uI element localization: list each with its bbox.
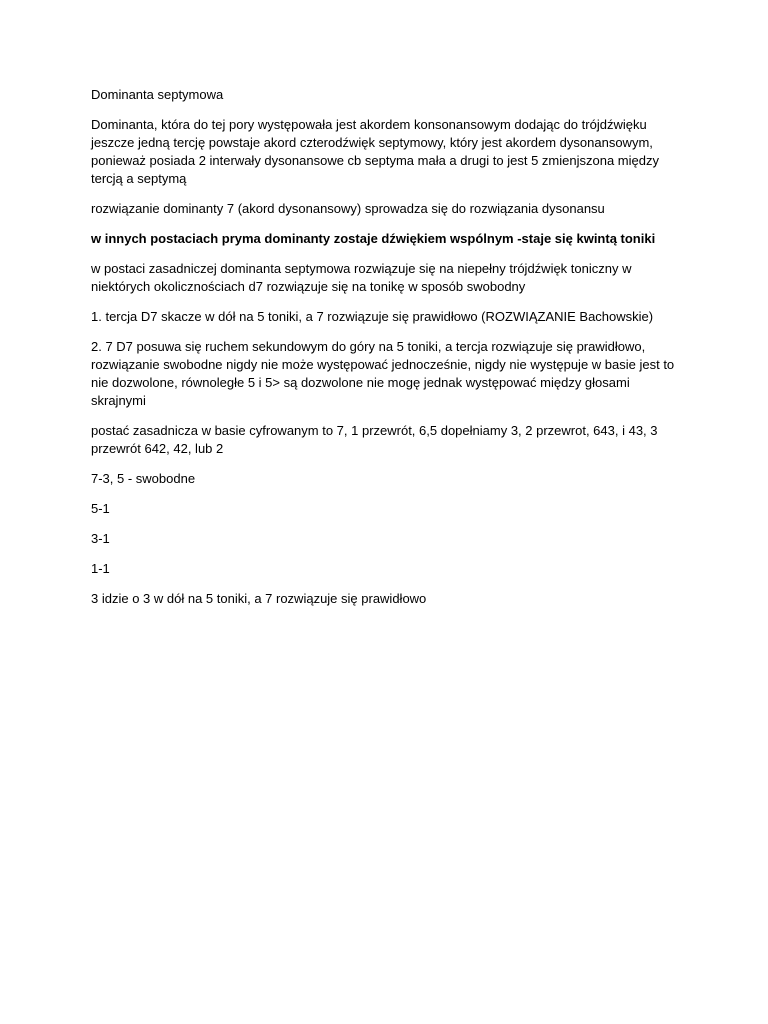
document-body [91, 86, 681, 620]
line-5-1: 5-1 [91, 501, 110, 516]
paragraph-root-position: w postaci zasadniczej dominanta septymowa rozwiązuje się na niepełny trójdźwięk toniczny w niektórych okolicznościach d7 rozwiązuje się na tonikę w sposób swobodny [91, 261, 632, 294]
document-title: Dominanta septymowa [91, 87, 224, 102]
paragraph-resolution: rozwiązanie dominanty 7 (akord dysonansowy) sprowadza się do rozwiązania dysonansu [91, 201, 605, 216]
paragraph-figured-bass: postać zasadnicza w basie cyfrowanym to 7, 1 przewrót, 6,5 dopełniamy 3, 2 przewrot, 643, i 43, 3 przewrót 642, 42, lub 2 [91, 423, 658, 456]
paragraph-final: 3 idzie o 3 w dół na 5 toniki, a 7 rozwiązuje się prawidłowo [91, 591, 427, 606]
paragraph-dominant-definition: Dominanta, która do tej pory występowała jest akordem konsonansowym dodając do trójdźwięku jeszcze jedną tercję powstaje akord czterodźwięk septymowy, który jest akordem dysonansowym, ponieważ posiada 2 interwały dysonansowe cb septyma mała a drugi to jest 5 zmienjszona między tercją a septymą [91, 117, 659, 186]
line-1-1: 1-1 [91, 561, 110, 576]
list-item-1: 1. tercja D7 skacze w dół na 5 toniki, a 7 rozwiązuje się prawidłowo (ROZWIĄZANIE Bachowskie) [91, 309, 654, 324]
list-item-2: 2. 7 D7 posuwa się ruchem sekundowym do góry na 5 toniki, a tercja rozwiązuje się prawidłowo, rozwiązanie swobodne nigdy nie może występować jednocześnie, nigdy nie występuje w basie jest to nie dozwolone, równoległe 5 i 5> są dozwolone nie mogę jednak występować między głosami skrajnymi [91, 339, 675, 408]
paragraph-other-inversions: w innych postaciach pryma dominanty zostaje dźwiękiem wspólnym -staje się kwintą toniki [91, 231, 656, 246]
line-3-1: 3-1 [91, 531, 110, 546]
line-7-3-5: 7-3, 5 - swobodne [91, 471, 196, 486]
